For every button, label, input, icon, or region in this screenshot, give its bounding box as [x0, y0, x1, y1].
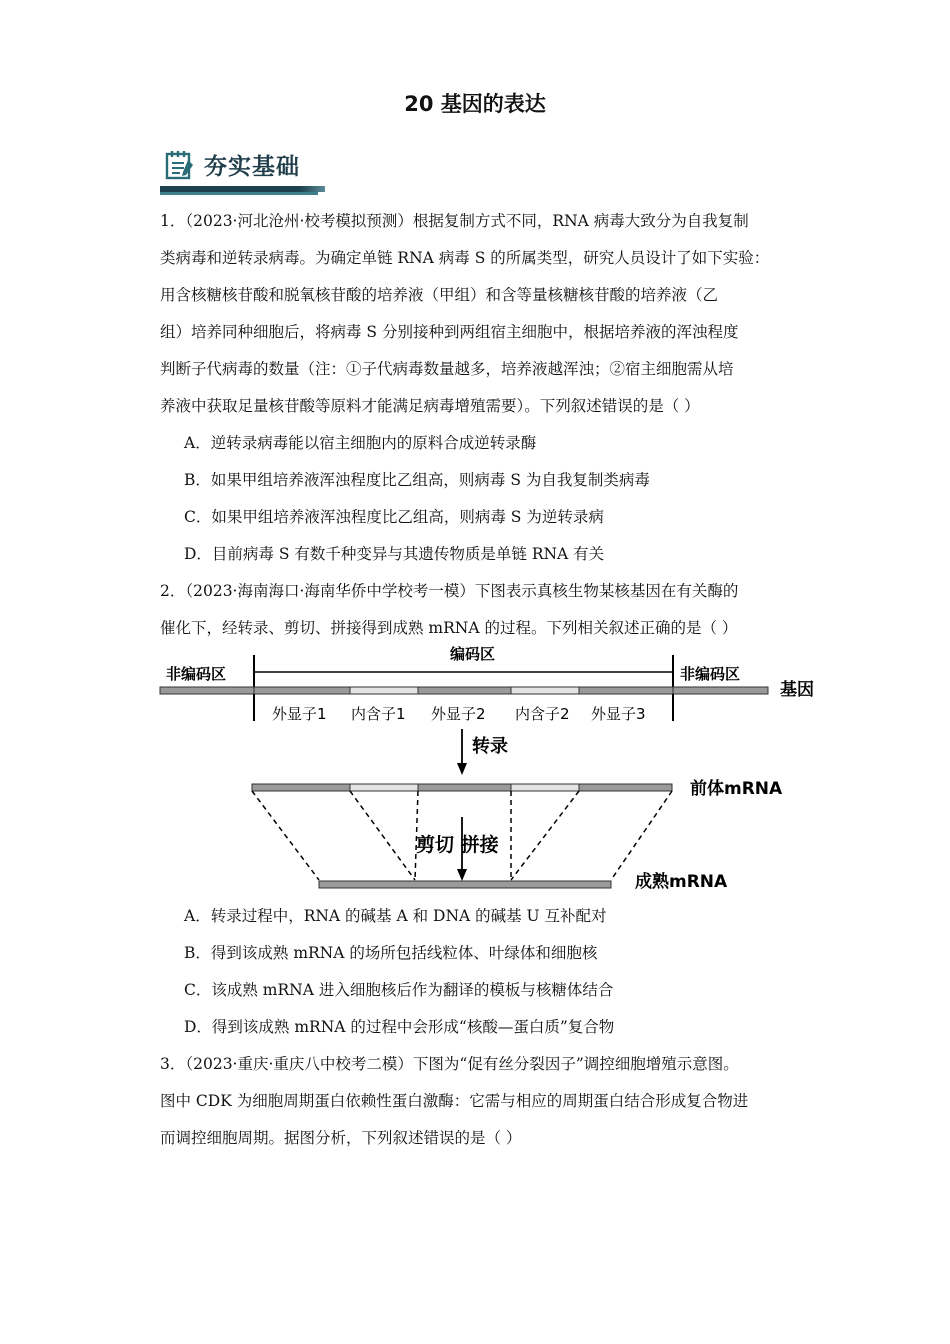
answer-option-a: A．转录过程中，RNA 的碱基 A 和 DNA 的碱基 U 互补配对	[184, 907, 607, 925]
coding-region-label: 编码区	[450, 645, 496, 663]
question-1	[160, 203, 800, 647]
question-text-line: 类病毒和逆转录病毒。为确定单链 RNA 病毒 S 的所属类型，研究人员设计了如下实验：	[160, 249, 770, 267]
exon-3-label: 外显子3	[591, 705, 646, 723]
exon-2-label: 外显子2	[431, 705, 486, 723]
question-text-line: 判断子代病毒的数量（注：①子代病毒数量越多，培养液越浑浊；②宿主细胞需从培	[160, 360, 734, 378]
section-underline-accent	[160, 192, 318, 195]
gene-label: 基因	[780, 680, 814, 700]
pre-mrna-bar	[252, 784, 672, 791]
question-text-line: 组）培养同种细胞后，将病毒 S 分别接种到两组宿主细胞中，根据培养液的浑浊程度	[160, 323, 739, 341]
answer-option-c: C．如果甲组培养液浑浊程度比乙组高，则病毒 S 为逆转录病	[184, 508, 604, 526]
question-text-line: 养液中获取足量核苷酸等原料才能满足病毒增殖需要）。下列叙述错误的是（ ）	[160, 397, 700, 415]
answer-option-d: D．得到该成熟 mRNA 的过程中会形成“核酸—蛋白质”复合物	[184, 1018, 615, 1036]
noncoding-region-left-label: 非编码区	[166, 665, 227, 683]
pre-mrna-label: 前体mRNA	[690, 779, 783, 799]
page-title: 20 基因的表达	[404, 92, 546, 116]
section-label: 夯实基础	[204, 154, 300, 180]
question-text-line: 1．（2023·河北沧州·校考模拟预测）根据复制方式不同，RNA 病毒大致分为自我复制	[160, 212, 749, 230]
gene-expression-diagram	[150, 645, 830, 895]
question-text-line: 催化下，经转录、剪切、拼接得到成熟 mRNA 的过程。下列相关叙述正确的是（ ）	[160, 619, 738, 637]
question-text-line: 图中 CDK 为细胞周期蛋白依赖性蛋白激酶：它需与相应的周期蛋白结合形成复合物进	[160, 1092, 749, 1110]
answer-option-b: B．得到该成熟 mRNA 的场所包括线粒体、叶绿体和细胞核	[184, 944, 598, 962]
answer-option-a: A．逆转录病毒能以宿主细胞内的原料合成逆转录酶	[184, 434, 537, 452]
noncoding-region-right-label: 非编码区	[680, 665, 741, 683]
notepad-icon	[164, 148, 196, 180]
question-text-line: 用含核糖核苷酸和脱氧核苷酸的培养液（甲组）和含等量核糖核苷酸的培养液（乙	[160, 286, 719, 304]
intron-2-label: 内含子2	[515, 705, 570, 723]
mature-mrna-bar	[319, 881, 611, 888]
question-text-line: 3．（2023·重庆·重庆八中校考二模）下图为“促有丝分裂因子”调控细胞增殖示意图。	[160, 1055, 739, 1073]
exon-1-label: 外显子1	[272, 705, 327, 723]
question-text-line: 2．（2023·海南海口·海南华侨中学校考一模）下图表示真核生物某核基因在有关酶的	[160, 582, 739, 600]
question-2-options	[160, 898, 800, 1157]
answer-option-d: D．目前病毒 S 有数千种变异与其遗传物质是单链 RNA 有关	[184, 545, 605, 563]
question-text-line: 而调控细胞周期。据图分析，下列叙述错误的是（ ）	[160, 1129, 522, 1147]
answer-option-c: C．该成熟 mRNA 进入细胞核后作为翻译的模板与核糖体结合	[184, 981, 614, 999]
intron-1-label: 内含子1	[351, 705, 406, 723]
section-banner	[160, 144, 325, 196]
mature-mrna-label: 成熟mRNA	[635, 872, 728, 892]
transcription-label: 转录	[472, 736, 508, 757]
answer-option-b: B．如果甲组培养液浑浊程度比乙组高，则病毒 S 为自我复制类病毒	[184, 471, 650, 489]
splicing-label: 剪切 拼接	[416, 834, 499, 856]
